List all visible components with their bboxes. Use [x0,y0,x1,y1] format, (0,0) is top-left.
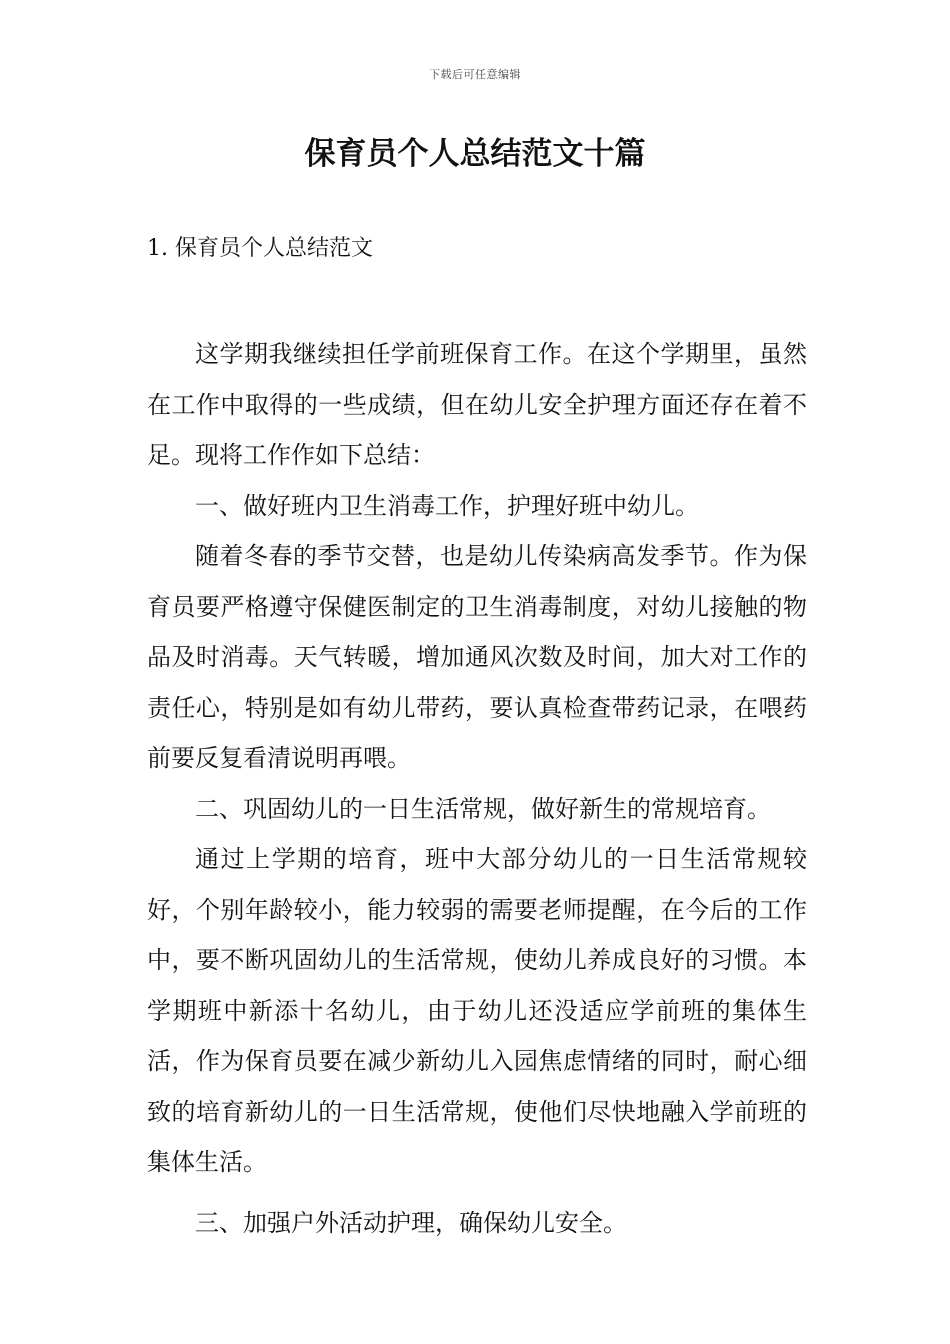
section-heading: 1. 保育员个人总结范文 [147,236,373,261]
download-note: 下载后可任意编辑 [429,68,521,81]
document-title: 保育员个人总结范文十篇 [304,136,646,172]
document-body [147,329,807,1248]
paragraph-point-two-heading: 二、巩固幼儿的一日生活常规，做好新生的常规培育。 [195,794,771,823]
paragraph-point-one-body: 随着冬春的季节交替，也是幼儿传染病高发季节。作为保育员要严格遵守保健医制定的卫生消毒制度，对幼儿接触的物品及时消毒。天气转暖，增加通风次数及时间，加大对工作的责任心，特别是如有幼儿带药，要认真检查带药记录，在喂药前要反复看清说明再喂。 [147,542,807,772]
paragraph-point-three-heading: 三、加强户外活动护理，确保幼儿安全。 [195,1208,627,1237]
paragraph-point-two-body: 通过上学期的培育，班中大部分幼儿的一日生活常规较好，个别年龄较小，能力较弱的需要老师提醒，在今后的工作中，要不断巩固幼儿的生活常规，使幼儿养成良好的习惯。本学期班中新添十名幼儿，由于幼儿还没适应学前班的集体生活，作为保育员要在减少新幼儿入园焦虑情绪的同时，耐心细致的培育新幼儿的一日生活常规，使他们尽快地融入学前班的集体生活。 [147,845,807,1176]
paragraph-point-one-heading: 一、做好班内卫生消毒工作，护理好班中幼儿。 [195,491,699,520]
paragraph-intro: 这学期我继续担任学前班保育工作。在这个学期里，虽然在工作中取得的一些成绩，但在幼儿安全护理方面还存在着不足。现将工作作如下总结： [147,340,807,469]
